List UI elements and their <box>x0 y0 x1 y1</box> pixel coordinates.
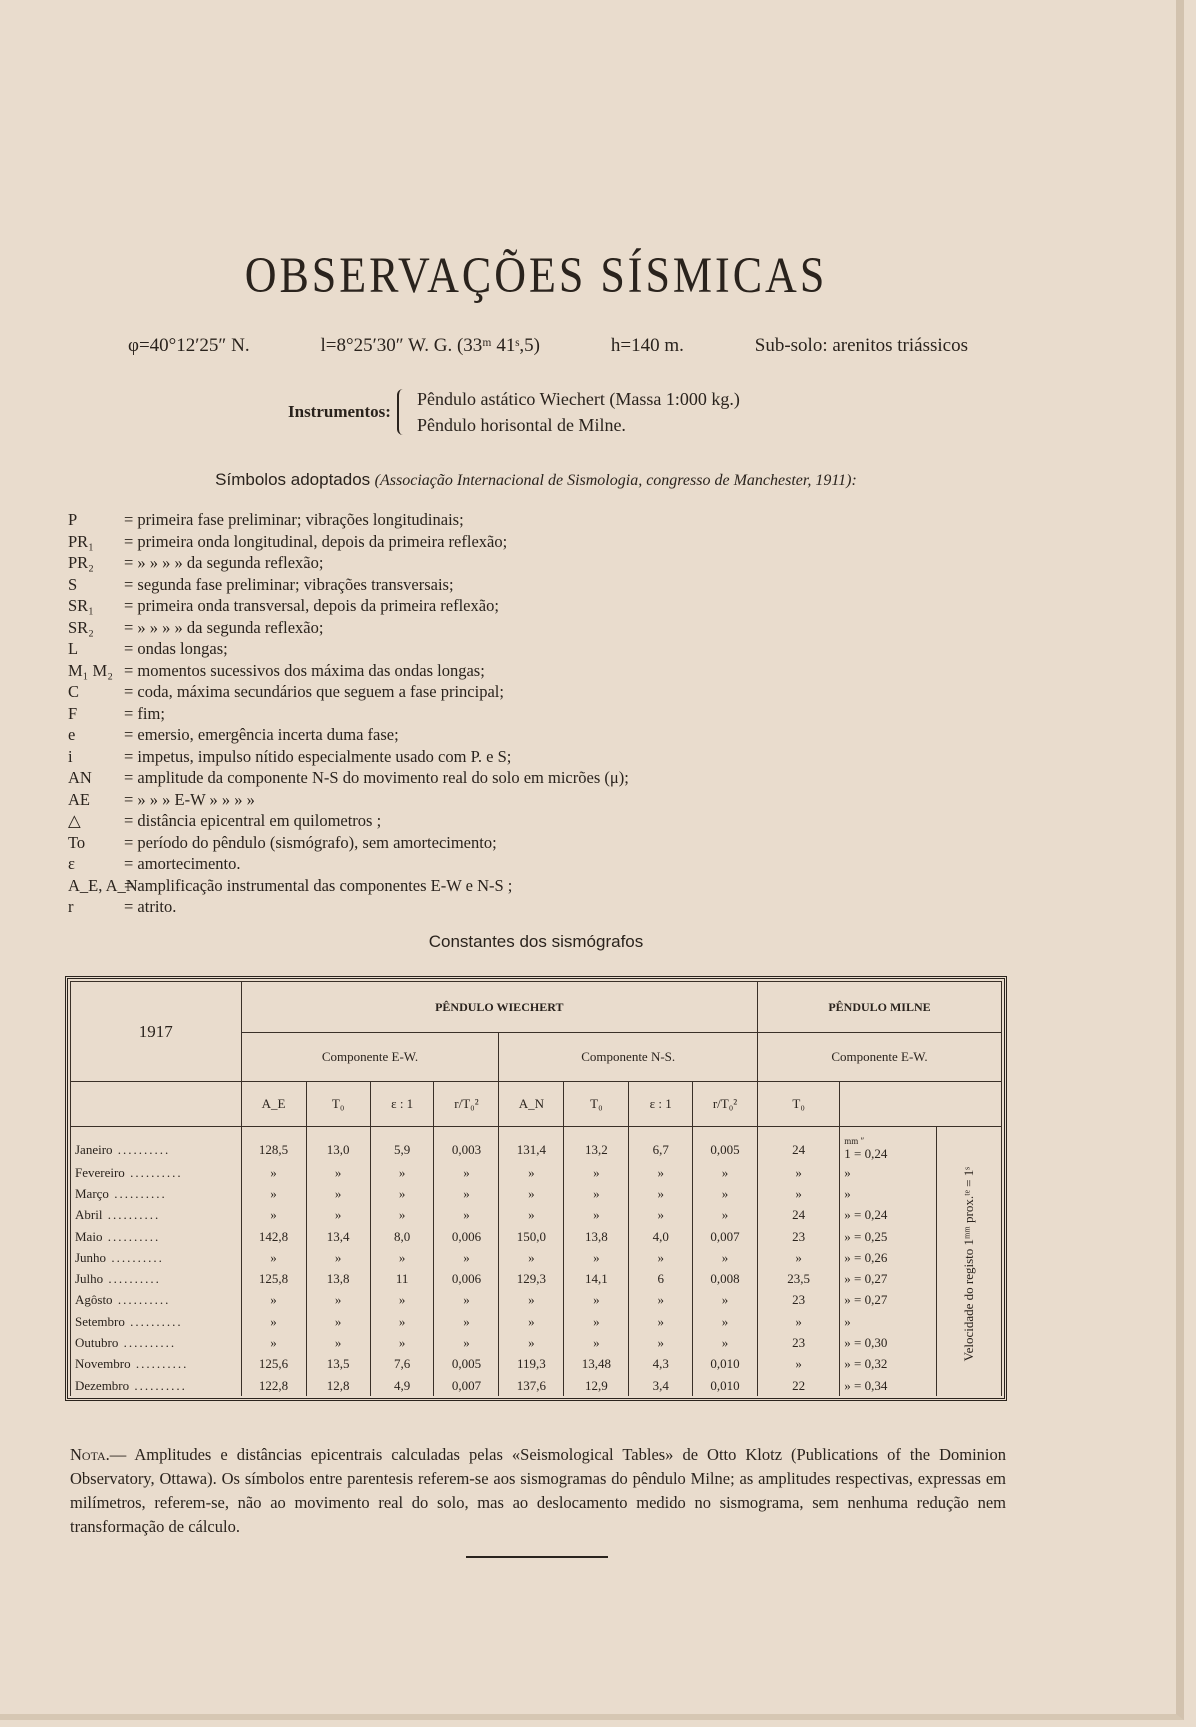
value-cell: 24 <box>757 1127 839 1163</box>
component-ns: Componente N-S. <box>499 1033 758 1082</box>
value-cell: 119,3 <box>499 1354 564 1375</box>
value-cell: 0,005 <box>693 1127 758 1163</box>
symbol-definition: = segunda fase preliminar; vibrações transversais; <box>124 574 454 594</box>
leader-dots: .......... <box>112 1292 171 1308</box>
month-name: Junho <box>75 1249 107 1265</box>
month-cell <box>71 1332 242 1353</box>
column-header: A_E <box>241 1082 306 1127</box>
symbol-definition: = » » » » da segunda reflexão; <box>124 553 324 572</box>
instruments-list <box>417 386 740 438</box>
value-cell: » <box>499 1205 564 1226</box>
table-row <box>71 1162 1002 1183</box>
symbol-row <box>68 509 629 531</box>
value-cell: » <box>757 1311 839 1332</box>
note-label: Nota. <box>70 1445 110 1464</box>
value-cell: 0,010 <box>693 1375 758 1396</box>
leader-dots: .......... <box>102 1207 161 1223</box>
value-cell: » = 0,27 <box>840 1290 937 1311</box>
symbol-code: e <box>68 725 76 744</box>
value-cell: » <box>499 1183 564 1204</box>
value-cell: » <box>370 1183 434 1204</box>
speed-note-cell <box>936 1127 1001 1397</box>
value-cell: 150,0 <box>499 1226 564 1247</box>
column-header-blank <box>840 1082 1002 1127</box>
value-cell: 14,1 <box>564 1268 629 1289</box>
value-cell: 7,6 <box>370 1354 434 1375</box>
column-header: T₀ <box>564 1082 629 1127</box>
table-row <box>71 1311 1002 1332</box>
value-cell: » <box>499 1290 564 1311</box>
instruments-label: Instrumentos: <box>288 402 391 421</box>
symbol-code: i <box>68 746 73 766</box>
value-cell: » <box>434 1183 499 1204</box>
table-row <box>71 1268 1002 1289</box>
instrument-milne: Pêndulo horisontal de Milne. <box>416 415 626 435</box>
value-cell: » <box>434 1311 499 1332</box>
year-header <box>71 982 242 1082</box>
value-cell: » <box>241 1332 306 1353</box>
value-cell: » <box>434 1290 499 1311</box>
symbol-code: To <box>68 832 86 852</box>
value-cell: » <box>629 1311 693 1332</box>
table-row <box>71 1332 1002 1353</box>
value-cell: » = 0,24 <box>840 1205 937 1226</box>
month-name: Março <box>75 1185 109 1201</box>
value-cell: » <box>370 1332 434 1353</box>
value-cell: » <box>629 1332 693 1353</box>
symbol-definition: = coda, máxima secundários que seguem a fase principal; <box>124 682 504 701</box>
value-cell: 0,010 <box>693 1354 758 1375</box>
month-cell <box>71 1183 242 1204</box>
table-row <box>71 1127 1002 1163</box>
value-cell: 0,007 <box>693 1226 758 1247</box>
group-milne: PÊNDULO MILNE <box>757 982 1001 1033</box>
leader-dots: .......... <box>124 1313 183 1329</box>
symbol-code: PR₁ <box>68 531 94 551</box>
column-header: r/T₀² <box>434 1082 499 1127</box>
month-name: Novembro <box>75 1356 131 1372</box>
value-cell: » <box>693 1290 758 1311</box>
symbol-code: M₁ M₂ <box>68 660 113 680</box>
constants-heading: Constantes dos sismógrafos <box>428 932 644 951</box>
table-row <box>71 1290 1002 1311</box>
value-cell: » <box>306 1247 370 1268</box>
value-cell: » <box>241 1290 306 1311</box>
value-cell: » <box>693 1205 758 1226</box>
symbol-code: F <box>68 703 78 723</box>
altitude: h=140 m. <box>610 335 684 356</box>
value-cell: 0,003 <box>434 1127 499 1163</box>
column-header: T₀ <box>306 1082 370 1127</box>
value-cell: » <box>499 1332 564 1353</box>
leader-dots: .......... <box>106 1249 164 1265</box>
symbol-row <box>68 638 629 660</box>
symbol-row <box>68 767 629 789</box>
column-header: ε : 1 <box>629 1082 693 1127</box>
symbol-definition: = amortecimento. <box>124 854 241 873</box>
value-cell: 8,0 <box>370 1226 434 1247</box>
symbol-row <box>68 531 629 553</box>
month-cell <box>71 1268 242 1289</box>
symbol-code: L <box>68 639 79 658</box>
value-cell: » <box>564 1311 629 1332</box>
month-name: Abril <box>75 1207 103 1223</box>
value-cell: » <box>840 1162 937 1183</box>
month-name: Agôsto <box>75 1292 113 1308</box>
symbol-row <box>68 875 629 897</box>
value-cell: 142,8 <box>241 1226 306 1247</box>
value-cell: » <box>241 1183 306 1204</box>
value-cell: » <box>434 1332 499 1353</box>
table-row <box>71 1205 1002 1226</box>
symbol-code: A_E, A_N <box>68 875 138 895</box>
leader-dots: .......... <box>108 1185 167 1201</box>
month-name: Maio <box>75 1228 103 1244</box>
value-cell: » <box>306 1290 370 1311</box>
symbol-row <box>68 853 629 875</box>
table-row <box>71 1183 1002 1204</box>
value-cell: 23 <box>757 1226 839 1247</box>
subsoil: Sub-solo: arenitos triássicos <box>754 335 968 356</box>
symbols-heading-source: (Associação Internacional de Sismologia, congresso de Manchester, 1911): <box>374 472 857 489</box>
value-cell: » <box>306 1162 370 1183</box>
symbol-row <box>68 617 629 639</box>
symbol-row <box>68 660 629 682</box>
value-cell: 0,006 <box>434 1268 499 1289</box>
leader-dots: .......... <box>103 1271 161 1287</box>
symbol-code: r <box>68 897 74 916</box>
value-cell: » <box>757 1354 839 1375</box>
value-cell: » <box>693 1311 758 1332</box>
column-header: A_N <box>499 1082 564 1127</box>
table-body <box>71 1127 1002 1397</box>
value-cell: 13,2 <box>564 1127 629 1163</box>
symbol-code: C <box>68 682 80 701</box>
month-cell <box>71 1127 242 1163</box>
symbol-code: PR₂ <box>68 553 94 572</box>
value-cell: 4,0 <box>629 1226 693 1247</box>
value-cell: » <box>564 1183 629 1204</box>
value-cell: 23 <box>757 1332 839 1353</box>
value-cell: 13,48 <box>564 1354 629 1375</box>
symbol-row <box>68 832 629 854</box>
unit-label: mm ″ <box>844 1136 865 1146</box>
value-cell: 4,3 <box>629 1354 693 1375</box>
value-cell: » <box>434 1247 499 1268</box>
table-row <box>71 1354 1002 1375</box>
column-header: ε : 1 <box>370 1082 434 1127</box>
symbol-code: P <box>68 510 78 529</box>
group-wiechert: PÊNDULO WIECHERT <box>241 982 757 1033</box>
closing-rule <box>466 1556 608 1558</box>
brace <box>397 389 407 435</box>
value-cell: 125,6 <box>241 1354 306 1375</box>
note <box>70 1443 1006 1539</box>
value-cell: » <box>693 1183 758 1204</box>
symbol-row <box>68 703 629 725</box>
month-cell <box>71 1311 242 1332</box>
column-header-blank <box>71 1082 242 1127</box>
leader-dots: .......... <box>112 1141 171 1157</box>
year: 1917 <box>138 1021 173 1041</box>
symbol-row <box>68 789 629 811</box>
symbol-row <box>68 746 629 768</box>
value-cell: 13,4 <box>306 1226 370 1247</box>
value-cell: » <box>629 1205 693 1226</box>
value-cell: » = 0,25 <box>840 1226 937 1247</box>
month-cell <box>71 1205 242 1226</box>
value-cell: » <box>241 1247 306 1268</box>
symbols-heading-label: Símbolos adoptados <box>215 470 371 489</box>
component-milne-ew: Componente E-W. <box>757 1033 1001 1082</box>
value-cell: 125,8 <box>241 1268 306 1289</box>
symbol-definition: = » » » » da segunda reflexão; <box>124 617 324 637</box>
symbol-code: S <box>68 574 78 594</box>
month-cell <box>71 1226 242 1247</box>
month-cell <box>71 1354 242 1375</box>
month-cell <box>71 1290 242 1311</box>
symbol-definition: = emersio, emergência incerta duma fase; <box>124 725 399 744</box>
value-cell: » <box>757 1247 839 1268</box>
value-cell: » <box>693 1162 758 1183</box>
value-cell: 12,8 <box>306 1375 370 1396</box>
value-cell: » = 0,32 <box>840 1354 937 1375</box>
month-name: Janeiro <box>75 1141 113 1157</box>
value-cell: » <box>629 1162 693 1183</box>
value-cell: 12,9 <box>564 1375 629 1396</box>
constants-table <box>70 981 1002 1396</box>
value-cell: » <box>629 1183 693 1204</box>
value-cell: 24 <box>757 1205 839 1226</box>
value-cell: 0,008 <box>693 1268 758 1289</box>
symbol-code: AN <box>68 768 92 787</box>
value-cell: » <box>499 1247 564 1268</box>
value-cell: » <box>757 1162 839 1183</box>
value-cell: 122,8 <box>241 1375 306 1396</box>
value-cell: » <box>370 1162 434 1183</box>
value-cell: 0,006 <box>434 1226 499 1247</box>
value-cell: 13,5 <box>306 1354 370 1375</box>
value-cell: » <box>241 1162 306 1183</box>
month-cell <box>71 1375 242 1396</box>
symbols-list <box>68 509 629 918</box>
month-name: Outubro <box>75 1335 119 1351</box>
value-cell: 23,5 <box>757 1268 839 1289</box>
symbol-code: AE <box>68 789 90 809</box>
value-cell: 13,8 <box>306 1268 370 1289</box>
symbol-row <box>68 681 629 703</box>
value-cell: 3,4 <box>629 1375 693 1396</box>
symbol-definition: = » » » E-W » » » » <box>124 789 255 809</box>
value-cell: » <box>499 1162 564 1183</box>
symbol-definition: = distância epicentral em quilometros ; <box>124 811 382 830</box>
value-cell: 0,007 <box>434 1375 499 1396</box>
symbol-definition: = amplificação instrumental das componentes E-W e N-S ; <box>124 875 513 895</box>
longitude: l=8°25′30″ W. G. (33ᵐ 41ˢ,5) <box>320 335 540 356</box>
symbol-row <box>68 552 629 574</box>
value-cell: » <box>306 1332 370 1353</box>
month-name: Dezembro <box>75 1377 130 1393</box>
value-cell <box>840 1127 937 1163</box>
symbol-row <box>68 574 629 596</box>
value-cell: » <box>629 1290 693 1311</box>
value-cell: 137,6 <box>499 1375 564 1396</box>
value-cell: 131,4 <box>499 1127 564 1163</box>
value-cell: 22 <box>757 1375 839 1396</box>
symbol-definition: = amplitude da componente N-S do movimento real do solo em micrões (μ); <box>124 768 629 787</box>
value-cell: » <box>840 1183 937 1204</box>
value-cell: » = 0,30 <box>840 1332 937 1353</box>
instruments <box>288 386 740 438</box>
value-cell: » <box>434 1162 499 1183</box>
symbol-code: SR₂ <box>68 617 94 637</box>
symbols-heading <box>0 469 1072 490</box>
value-cell: » <box>241 1311 306 1332</box>
value-cell: » <box>629 1247 693 1268</box>
value-cell: » <box>840 1311 937 1332</box>
table-row <box>71 1247 1002 1268</box>
value-cell: » <box>434 1205 499 1226</box>
component-ew: Componente E-W. <box>241 1033 499 1082</box>
value-cell: 128,5 <box>241 1127 306 1163</box>
symbol-row <box>68 896 629 918</box>
symbol-definition: = primeira fase preliminar; vibrações longitudinais; <box>124 510 464 529</box>
symbol-definition: = atrito. <box>124 897 177 916</box>
leader-dots: .......... <box>102 1228 161 1244</box>
value-cell: » = 0,26 <box>840 1247 937 1268</box>
symbol-code: ε <box>68 854 75 873</box>
symbol-definition: = fim; <box>124 703 165 723</box>
symbol-definition: = primeira onda transversal, depois da primeira reflexão; <box>124 596 499 615</box>
value-cell: » <box>370 1205 434 1226</box>
symbol-definition: = primeira onda longitudinal, depois da primeira reflexão; <box>124 531 508 551</box>
leader-dots: .......... <box>130 1356 189 1372</box>
station-coordinates <box>128 335 968 357</box>
leader-dots: .......... <box>129 1377 187 1393</box>
month-cell <box>71 1162 242 1183</box>
value-cell: » <box>241 1205 306 1226</box>
value-cell: 0,005 <box>434 1354 499 1375</box>
table-row <box>71 1226 1002 1247</box>
value-cell: 5,9 <box>370 1127 434 1163</box>
value-cell: » <box>757 1183 839 1204</box>
value-cell: 6,7 <box>629 1127 693 1163</box>
value-cell: » <box>564 1247 629 1268</box>
value-cell: » = 0,27 <box>840 1268 937 1289</box>
value-cell: » <box>370 1311 434 1332</box>
value-cell: » = 0,34 <box>840 1375 937 1396</box>
value-cell: » <box>306 1183 370 1204</box>
leader-dots: .......... <box>118 1335 177 1351</box>
value-cell: » <box>370 1290 434 1311</box>
value-cell: » <box>564 1290 629 1311</box>
value-cell: 6 <box>629 1268 693 1289</box>
column-header: T₀ <box>757 1082 839 1127</box>
value-cell: » <box>693 1247 758 1268</box>
value-cell: 4,9 <box>370 1375 434 1396</box>
value-cell: 129,3 <box>499 1268 564 1289</box>
symbol-definition: = período do pêndulo (sismógrafo), sem amortecimento; <box>124 832 497 852</box>
value-cell: » <box>499 1311 564 1332</box>
symbol-definition: = impetus, impulso nítido especialmente usado com P. e S; <box>124 746 512 766</box>
value-cell: » <box>370 1247 434 1268</box>
symbol-row <box>68 595 629 617</box>
value-cell: 23 <box>757 1290 839 1311</box>
page-title: OBSERVAÇÕES SÍSMICAS <box>244 247 828 304</box>
value-cell: 11 <box>370 1268 434 1289</box>
month-name: Fevereiro <box>75 1164 125 1180</box>
value-cell: » <box>306 1205 370 1226</box>
symbol-code: △ <box>68 811 81 830</box>
month-name: Setembro <box>75 1313 125 1329</box>
value: 1 = 0,24 <box>844 1146 888 1161</box>
column-header: r/T₀² <box>693 1082 758 1127</box>
value-cell: » <box>564 1162 629 1183</box>
speed-note: Velocidade do registo 1ᵐᵐ prox.ᵗᵉ = 1ˢ <box>960 1167 976 1362</box>
month-name: Julho <box>75 1271 104 1287</box>
latitude: φ=40°12′25″ N. <box>128 335 250 356</box>
value-cell: 13,0 <box>306 1127 370 1163</box>
symbol-code: SR₁ <box>68 596 94 615</box>
table-row <box>71 1375 1002 1396</box>
value-cell: » <box>564 1205 629 1226</box>
value-cell: » <box>693 1332 758 1353</box>
note-text: — Amplitudes e distâncias epicentrais calculadas pelas «Seismological Tables» de Otto Klotz (Publications of the Dominion Observatory, Ottawa). Os símbolos entre parentesis referem-se aos sismogramas do pêndulo Milne; as amplitudes respectivas, expressas em milímetros, referem-se, não ao movimento real do solo, mas ao deslocamento medido no sismograma, sem nenhuma redução nem transformação de cálculo. <box>70 1445 1006 1536</box>
symbol-row <box>68 724 629 746</box>
leader-dots: .......... <box>124 1164 183 1180</box>
value-cell: » <box>564 1332 629 1353</box>
value-cell: 13,8 <box>564 1226 629 1247</box>
instrument-wiechert: Pêndulo astático Wiechert (Massa 1:000 kg.) <box>416 389 740 409</box>
symbol-definition: = momentos sucessivos dos máxima das ondas longas; <box>124 660 485 680</box>
month-cell <box>71 1247 242 1268</box>
symbol-definition: = ondas longas; <box>124 639 228 658</box>
value-cell: » <box>306 1311 370 1332</box>
symbol-row <box>68 810 629 832</box>
